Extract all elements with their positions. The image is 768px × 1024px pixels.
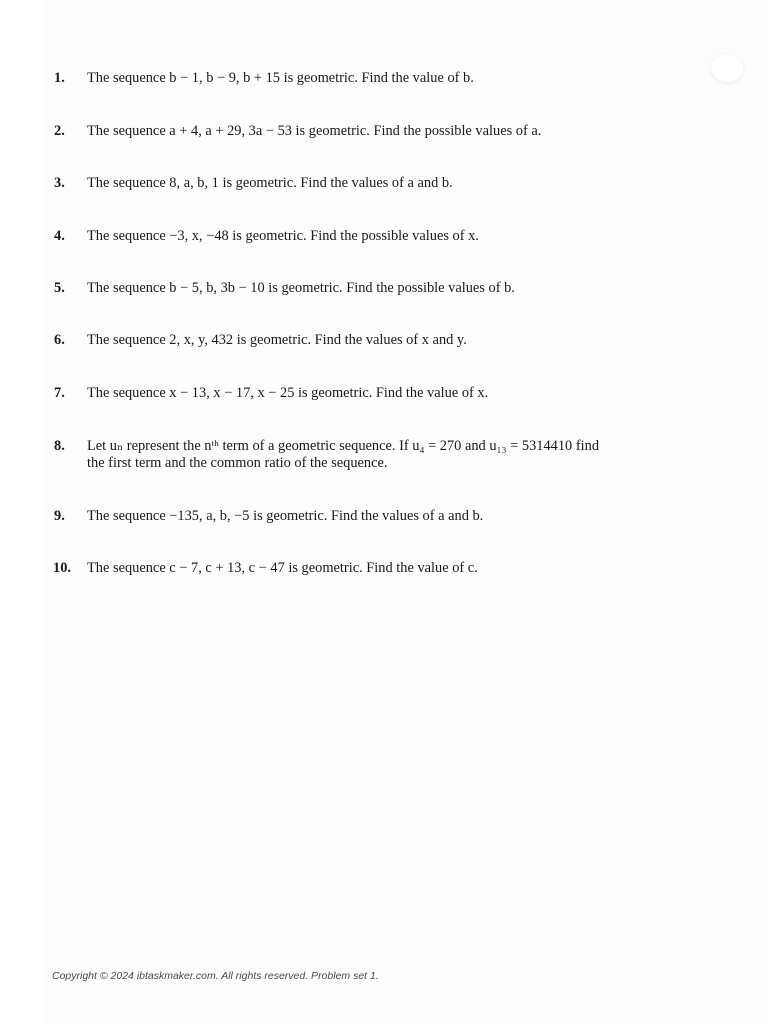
problem-number: 2. [54,123,65,139]
copyright-footer: Copyright © 2024 ibtaskmaker.com. All rights reserved. Problem set 1. [52,970,379,982]
problem-text-line-1: Let uₙ represent the nᵗʰ term of a geometric sequence. If u₄ = 270 and u₁₃ = 5314410 find [87,438,600,454]
problem-text-line-2: the first term and the common ratio of the sequence. [87,455,388,471]
problem-number: 8. [54,438,65,454]
problem-number: 6. [54,332,65,348]
problem-text: The sequence c − 7, c + 13, c − 47 is geometric. Find the value of c. [87,560,478,576]
problem-text: The sequence x − 13, x − 17, x − 25 is geometric. Find the value of x. [87,385,489,401]
problem-text: The sequence b − 5, b, 3b − 10 is geometric. Find the possible values of b. [87,280,515,296]
problem-number: 5. [54,280,65,296]
problem-number: 9. [54,508,65,524]
problem-text: The sequence −3, x, −48 is geometric. Find the possible values of x. [87,228,479,244]
problem-number: 10. [53,560,71,576]
problem-text: The sequence b − 1, b − 9, b + 15 is geometric. Find the value of b. [87,70,474,86]
problem-number: 1. [54,70,65,86]
problem-text: The sequence 2, x, y, 432 is geometric. Find the values of x and y. [87,332,467,348]
page-corner-dot [711,54,743,82]
problem-text: The sequence −135, a, b, −5 is geometric. Find the values of a and b. [87,508,484,524]
problem-text: The sequence 8, a, b, 1 is geometric. Find the values of a and b. [87,175,453,191]
problem-number: 4. [54,228,65,244]
problem-number: 7. [54,385,65,401]
problem-number: 3. [54,175,65,191]
problem-text: The sequence a + 4, a + 29, 3a − 53 is geometric. Find the possible values of a. [87,123,542,139]
worksheet-page [44,0,768,1024]
problem-text [87,438,599,472]
